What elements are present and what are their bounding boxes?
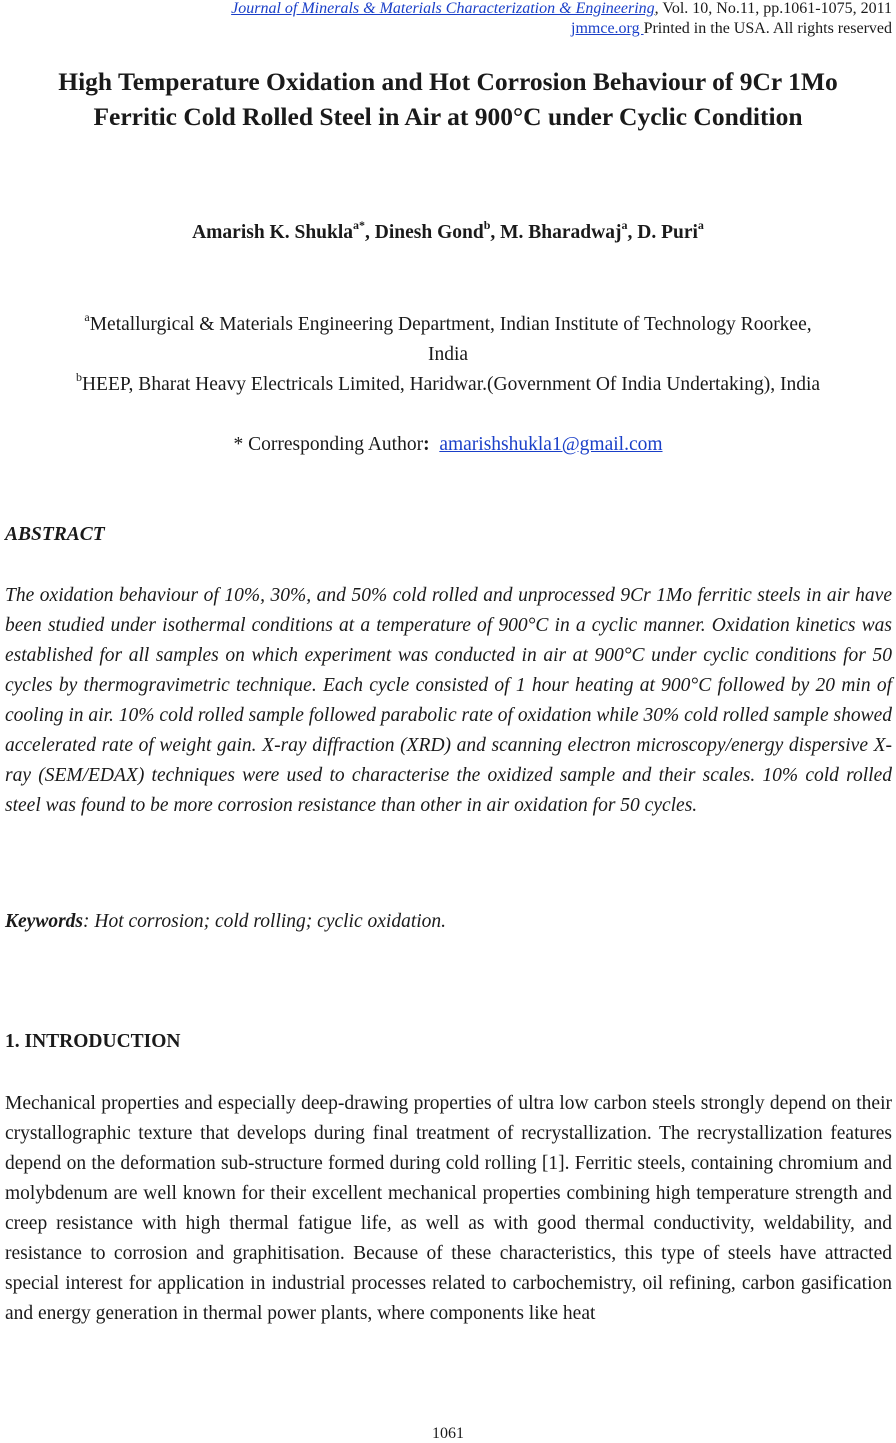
- introduction-text: Mechanical properties and especially deep-drawing properties of ultra low carbon steels strongly depend on their crystallographic texture that develops during final treatment of recrystallization. The recrystallization features depend on the deformation sub-structure formed during cold rolling [1]. Ferritic steels, containing chromium and molybdenum are well known for their excellent mechanical properties combining high temperature strength and creep resistance with high thermal fatigue life, as well as with good thermal conductivity, weldability, and resistance to corrosion and graphitisation. Because of these characteristics, this type of steels have attracted special interest for application in industrial processes related to carbochemistry, oil refining, carbon gasification and energy generation in thermal power plants, where components like heat: [5, 1093, 892, 1324]
- author-list: [0, 218, 896, 244]
- corresponding-author: [0, 434, 896, 456]
- affiliation-b-text: HEEP, Bharat Heavy Electricals Limited, Haridwar.(Government Of India Undertaking), India: [81, 374, 821, 395]
- author-separator: ,: [490, 222, 501, 243]
- author-name: M. Bharadwaj: [500, 222, 622, 243]
- keywords-label: Keywords: [5, 911, 83, 932]
- affiliation-b-mark: b: [75, 370, 82, 384]
- abstract-text: The oxidation behaviour of 10%, 30%, and 50% cold rolled and unprocessed 9Cr 1Mo ferritic steels in air have been studied under isothermal conditions at a temperature of 900°C in a cyclic manner. Oxidation kinetics was established for all samples on which experiment was conducted in air at 900°C under cyclic conditions for 50 cycles by thermogravimetric technique. Each cycle consisted of 1 hour heating at 900°C followed by 20 min of cooling in air. 10% cold rolled sample followed parabolic rate of oxidation while 30% cold rolled sample showed accelerated rate of weight gain. X-ray diffraction (XRD) and scanning electron microscopy/energy dispersive X-ray (SEM/EDAX) techniques were used to characterise the oxidized sample and their scales. 10% cold rolled steel was found to be more corrosion resistance than other in air oxidation for 50 cycles.: [5, 585, 892, 816]
- affiliation-b: [0, 370, 896, 396]
- paper-title-line-2: Ferritic Cold Rolled Steel in Air at 900°C under Cyclic Condition: [93, 102, 803, 131]
- corresponding-author-label: * Corresponding Author: [233, 434, 424, 455]
- author-affiliation-mark: b: [483, 218, 491, 232]
- author-affiliation-mark: a*: [353, 218, 366, 232]
- introduction-heading: 1. INTRODUCTION: [5, 1031, 181, 1052]
- keywords-text: : Hot corrosion; cold rolling; cyclic oxidation.: [83, 911, 447, 932]
- author-separator: ,: [365, 222, 375, 243]
- author-affiliation-mark: a: [621, 218, 628, 232]
- paper-title-line-1: High Temperature Oxidation and Hot Corrosion Behaviour of 9Cr 1Mo: [58, 67, 838, 96]
- affiliation-a-text: Metallurgical & Materials Engineering Department, Indian Institute of Technology Roorkee,: [89, 314, 812, 335]
- affiliation-a: [0, 310, 896, 336]
- abstract-heading: ABSTRACT: [5, 524, 105, 545]
- affiliation-a-country: India: [427, 344, 469, 365]
- corresponding-email-link[interactable]: amarishshukla1@gmail.com: [439, 434, 663, 455]
- author-name: D. Puri: [637, 222, 698, 243]
- author-name: Dinesh Gond: [374, 222, 484, 243]
- paper-title: [0, 64, 896, 134]
- affiliation-a-continued: [0, 344, 896, 366]
- journal-name-link[interactable]: Journal of Minerals & Materials Characterization & Engineering: [231, 0, 655, 17]
- author-name: Amarish K. Shukla: [192, 222, 354, 243]
- author-separator: ,: [627, 222, 638, 243]
- journal-header-line: [231, 0, 892, 18]
- keywords-line: [5, 911, 446, 933]
- affiliation-a-mark: a: [84, 310, 90, 324]
- page-number: 1061: [432, 1425, 464, 1442]
- rights-text: Printed in the USA. All rights reserved: [643, 20, 892, 37]
- journal-site-link[interactable]: jmmce.org: [571, 20, 644, 37]
- journal-citation: , Vol. 10, No.11, pp.1061-1075, 2011: [654, 0, 892, 17]
- author-affiliation-mark: a: [697, 218, 704, 232]
- corresponding-author-colon: :: [423, 434, 430, 455]
- rights-header-line: [571, 20, 892, 38]
